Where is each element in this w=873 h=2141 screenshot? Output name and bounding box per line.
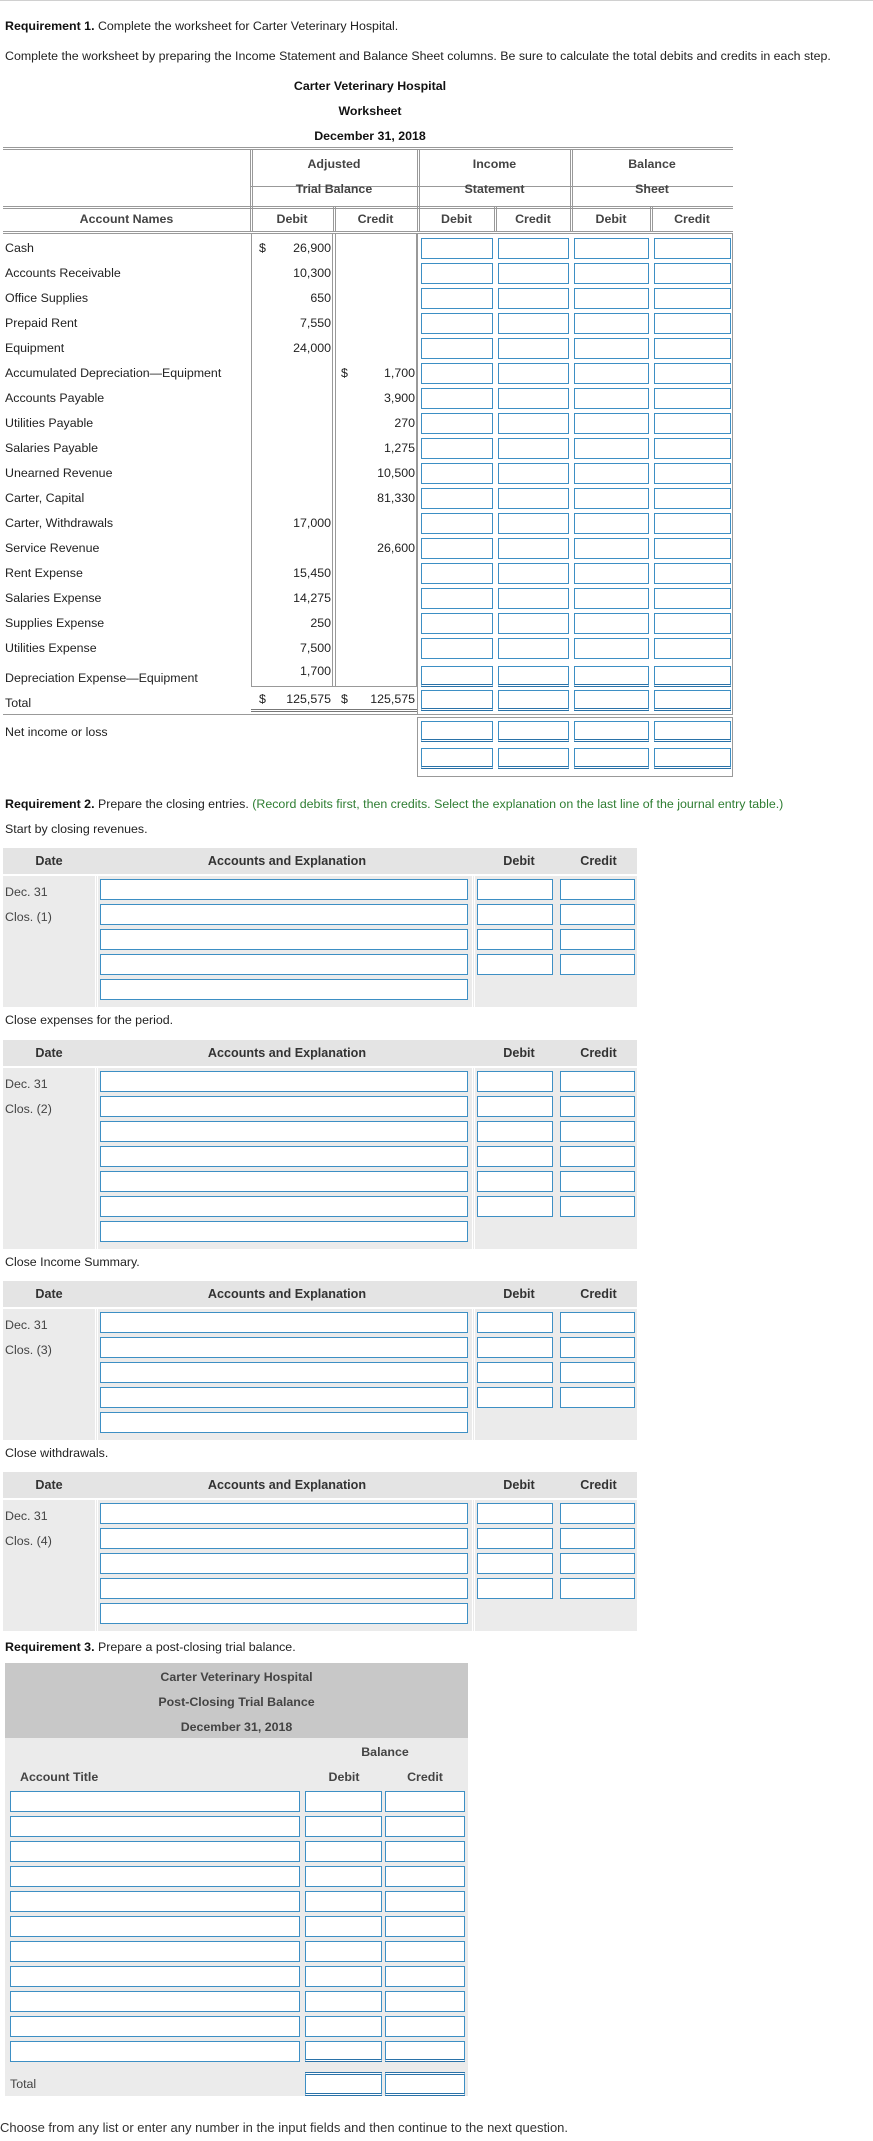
ws-row-account: Carter, Withdrawals xyxy=(5,516,114,530)
journal-debit-input[interactable] xyxy=(477,1096,553,1117)
journal-debit-input[interactable] xyxy=(477,1312,553,1333)
ws-row-atb-credit: 10,500 xyxy=(377,466,415,480)
journal-credit-input[interactable] xyxy=(560,1362,635,1383)
journal-account-input[interactable] xyxy=(100,904,468,925)
ws-row-account: Accounts Receivable xyxy=(5,266,121,280)
ws-row-atb-debit: 17,000 xyxy=(293,516,331,530)
ws-row-atb-debit: 24,000 xyxy=(293,341,331,355)
ws-row-account: Utilities Expense xyxy=(5,641,97,655)
ws-net-income-label: Net income or loss xyxy=(5,725,108,739)
journal-account-input[interactable] xyxy=(100,1503,468,1524)
pc-account-input[interactable] xyxy=(10,2016,300,2037)
journal-debit-input[interactable] xyxy=(477,1578,553,1599)
pc-debit-input[interactable] xyxy=(305,1916,382,1937)
journal-account-input[interactable] xyxy=(100,954,468,975)
pc-col-debit: Debit xyxy=(328,1770,360,1784)
journal-date: Dec. 31 xyxy=(5,1318,48,1332)
ws-group-divider xyxy=(250,150,253,207)
ws-col-isd: Debit xyxy=(441,212,472,226)
journal-debit-input[interactable] xyxy=(477,1071,553,1092)
journal-account-input[interactable] xyxy=(100,1096,468,1117)
worksheet-date: December 31, 2018 xyxy=(314,129,426,143)
ws-total-double-rule xyxy=(251,709,417,712)
journal-credit-input[interactable] xyxy=(560,1503,635,1524)
ws-row-atb-credit: 1,275 xyxy=(383,441,415,455)
ws-col-divider xyxy=(494,207,497,232)
pc-col-credit: Credit xyxy=(407,1770,443,1784)
journal-col-date: Date xyxy=(35,854,63,868)
pc-title: Post-Closing Trial Balance xyxy=(158,1695,315,1709)
journal-col-date: Date xyxy=(35,1287,63,1301)
closing-intro-3: Close Income Summary. xyxy=(5,1255,140,1269)
journal-col-credit: Credit xyxy=(580,1287,617,1301)
pc-debit-input[interactable] xyxy=(305,1841,382,1862)
journal-col-accounts: Accounts and Explanation xyxy=(207,1287,367,1301)
journal-credit-input[interactable] xyxy=(560,1578,635,1599)
ws-row-atb-credit: 1,700 xyxy=(383,366,415,380)
req2-note: (Record debits first, then credits. Select the explanation on the last line of the journal entry table.) xyxy=(252,797,784,811)
ws-dollar-sign: $ xyxy=(259,241,266,255)
ws-col-divider xyxy=(417,207,420,232)
pc-debit-input[interactable] xyxy=(305,1791,382,1812)
pc-col-account: Account Title xyxy=(20,1770,99,1784)
footer-note: Choose from any list or enter any number in the input fields and then continue to the next question. xyxy=(0,2120,569,2135)
ws-col-isc: Credit xyxy=(515,212,551,226)
journal-credit-input[interactable] xyxy=(560,1337,635,1358)
ws-row-account: Equipment xyxy=(5,341,65,355)
ws-col-divider xyxy=(650,207,653,232)
pc-debit-input[interactable] xyxy=(305,2041,382,2062)
ws-col-atbc: Credit xyxy=(357,212,394,226)
ws-row-account: Utilities Payable xyxy=(5,416,94,430)
ws-row-account: Cash xyxy=(5,241,34,255)
req1-instruction: Complete the worksheet by preparing the Income Statement and Balance Sheet columns. Be sure to calculate the total debits and credits in each step. xyxy=(5,49,831,63)
journal-account-input[interactable] xyxy=(100,1578,468,1599)
ws-dollar-sign: $ xyxy=(259,692,266,706)
journal-header xyxy=(3,1040,637,1066)
ws-header-rule xyxy=(3,206,733,209)
journal-credit-input[interactable] xyxy=(560,1096,635,1117)
journal-account-input[interactable] xyxy=(100,1387,468,1408)
journal-col-date: Date xyxy=(35,1046,63,1060)
journal-col-credit: Credit xyxy=(580,854,617,868)
pc-credit-input[interactable] xyxy=(385,1991,465,2012)
pc-debit-input[interactable] xyxy=(305,1891,382,1912)
ws-row-atb-debit: 14,275 xyxy=(293,591,331,605)
closing-intro-1: Start by closing revenues. xyxy=(5,822,148,836)
ws-col-divider xyxy=(570,207,573,232)
ws-col-bsd: Debit xyxy=(595,212,627,226)
journal-debit-input[interactable] xyxy=(477,1121,553,1142)
ws-col-atbd: Debit xyxy=(276,212,308,226)
req1-label: Requirement 1. xyxy=(5,19,95,33)
journal-account-input[interactable] xyxy=(100,1221,468,1242)
pc-debit-input[interactable] xyxy=(305,1816,382,1837)
ws-netincome-box xyxy=(417,717,733,777)
journal-account-input[interactable] xyxy=(100,1121,468,1142)
pc-account-input[interactable] xyxy=(10,1941,300,1962)
journal-credit-input[interactable] xyxy=(560,1553,635,1574)
ws-total-rule xyxy=(251,686,417,687)
journal-date: Dec. 31 xyxy=(5,1077,48,1091)
journal-credit-input[interactable] xyxy=(560,1196,635,1217)
ws-row-atb-debit: 15,450 xyxy=(293,566,331,580)
journal-debit-input[interactable] xyxy=(477,1196,553,1217)
ws-row-account: Rent Expense xyxy=(5,566,83,580)
req3-text: Prepare a post-closing trial balance. xyxy=(97,1640,296,1654)
ws-row-account: Depreciation Expense—Equipment xyxy=(5,671,198,685)
ws-input-box xyxy=(417,234,733,714)
pc-credit-input[interactable] xyxy=(385,1966,465,1987)
journal-divider xyxy=(472,876,475,1007)
journal-account-input[interactable] xyxy=(100,1337,468,1358)
journal-account-input[interactable] xyxy=(100,1146,468,1167)
journal-divider xyxy=(95,876,98,1007)
ws-bottom-rule xyxy=(3,714,733,715)
journal-debit-input[interactable] xyxy=(477,1553,553,1574)
pc-credit-input[interactable] xyxy=(385,2041,465,2062)
pc-account-input[interactable] xyxy=(10,2041,300,2062)
req1-text: Complete the worksheet for Carter Veterinary Hospital. xyxy=(97,19,399,33)
journal-divider xyxy=(95,1309,98,1440)
journal-account-input[interactable] xyxy=(100,1196,468,1217)
ws-dollar-sign: $ xyxy=(341,366,348,380)
pc-account-input[interactable] xyxy=(10,1791,300,1812)
ws-row-account: Accumulated Depreciation—Equipment xyxy=(5,366,222,380)
pc-company: Carter Veterinary Hospital xyxy=(160,1670,313,1684)
req1-heading xyxy=(5,19,398,33)
ws-row-atb-credit: 270 xyxy=(394,416,415,430)
journal-col-date: Date xyxy=(35,1478,63,1492)
journal-debit-input[interactable] xyxy=(477,929,553,950)
journal-credit-input[interactable] xyxy=(560,929,635,950)
journal-debit-input[interactable] xyxy=(477,954,553,975)
ws-col-divider xyxy=(250,207,253,232)
pc-credit-input[interactable] xyxy=(385,1941,465,1962)
pc-debit-input[interactable] xyxy=(305,1966,382,1987)
pc-account-input[interactable] xyxy=(10,1816,300,1837)
journal-credit-input[interactable] xyxy=(560,954,635,975)
ws-col-divider xyxy=(333,207,336,232)
journal-credit-input[interactable] xyxy=(560,1146,635,1167)
ws-row-account: Supplies Expense xyxy=(5,616,105,630)
pc-total-credit-input[interactable] xyxy=(385,2072,465,2096)
journal-divider xyxy=(95,1068,98,1249)
journal-credit-input[interactable] xyxy=(560,1312,635,1333)
journal-ref: Clos. (2) xyxy=(5,1102,52,1116)
ws-atb-header-2: Trial Balance xyxy=(295,182,373,196)
pc-total-label: Total xyxy=(10,2077,37,2091)
ws-atb-credit-box xyxy=(335,234,417,686)
journal-col-debit: Debit xyxy=(503,1287,535,1301)
pc-account-input[interactable] xyxy=(10,1966,300,1987)
closing-intro-2: Close expenses for the period. xyxy=(5,1013,174,1027)
journal-col-accounts: Accounts and Explanation xyxy=(207,854,367,868)
journal-account-input[interactable] xyxy=(100,1071,468,1092)
journal-account-input[interactable] xyxy=(100,1362,468,1383)
req2-text: Prepare the closing entries. xyxy=(97,797,249,811)
pc-date: December 31, 2018 xyxy=(180,1720,293,1734)
pc-account-input[interactable] xyxy=(10,1866,300,1887)
pc-debit-input[interactable] xyxy=(305,1991,382,2012)
journal-account-input[interactable] xyxy=(100,1412,468,1433)
pc-credit-input[interactable] xyxy=(385,1916,465,1937)
journal-ref: Clos. (4) xyxy=(5,1534,52,1548)
journal-credit-input[interactable] xyxy=(560,879,635,900)
journal-debit-input[interactable] xyxy=(477,904,553,925)
journal-col-debit: Debit xyxy=(503,1478,535,1492)
ws-row-account: Office Supplies xyxy=(5,291,89,305)
ws-is-header-1: Income xyxy=(472,157,517,171)
journal-account-input[interactable] xyxy=(100,1528,468,1549)
journal-account-input[interactable] xyxy=(100,979,468,1000)
journal-divider xyxy=(472,1068,475,1249)
journal-account-input[interactable] xyxy=(100,879,468,900)
ws-row-account: Salaries Expense xyxy=(5,591,102,605)
journal-col-credit: Credit xyxy=(580,1478,617,1492)
pc-account-input[interactable] xyxy=(10,1916,300,1937)
journal-debit-input[interactable] xyxy=(477,1528,553,1549)
req3-label: Requirement 3. xyxy=(5,1640,95,1654)
ws-row-atb-credit: 3,900 xyxy=(383,391,415,405)
ws-row-account: Salaries Payable xyxy=(5,441,98,455)
journal-col-accounts: Accounts and Explanation xyxy=(207,1046,367,1060)
req2-label: Requirement 2. xyxy=(5,797,95,811)
pc-total-debit-input[interactable] xyxy=(305,2072,382,2096)
journal-ref: Clos. (3) xyxy=(5,1343,52,1357)
pc-debit-input[interactable] xyxy=(305,2016,382,2037)
pc-debit-input[interactable] xyxy=(305,1866,382,1887)
pc-credit-input[interactable] xyxy=(385,1866,465,1887)
req3-heading xyxy=(5,1640,296,1654)
journal-divider xyxy=(472,1309,475,1440)
pc-credit-input[interactable] xyxy=(385,1791,465,1812)
pc-account-input[interactable] xyxy=(10,1891,300,1912)
ws-row-atb-debit: 650 xyxy=(310,291,331,305)
closing-intro-4: Close withdrawals. xyxy=(5,1446,109,1460)
journal-account-input[interactable] xyxy=(100,929,468,950)
req2-heading xyxy=(5,797,783,811)
ws-group-divider xyxy=(417,150,420,207)
pc-credit-input[interactable] xyxy=(385,1841,465,1862)
journal-credit-input[interactable] xyxy=(560,1121,635,1142)
ws-row-atb-debit: 7,550 xyxy=(299,316,331,330)
ws-row-atb-debit: 250 xyxy=(310,616,331,630)
ws-top-rule xyxy=(3,147,733,150)
ws-total-label: Total xyxy=(5,696,32,710)
journal-account-input[interactable] xyxy=(100,1171,468,1192)
top-border xyxy=(0,0,873,1)
ws-total-credit: 125,575 xyxy=(370,692,415,706)
journal-debit-input[interactable] xyxy=(477,1387,553,1408)
journal-debit-input[interactable] xyxy=(477,1503,553,1524)
journal-credit-input[interactable] xyxy=(560,1171,635,1192)
journal-credit-input[interactable] xyxy=(560,1387,635,1408)
ws-row-atb-debit: 10,300 xyxy=(293,266,331,280)
journal-col-debit: Debit xyxy=(503,854,535,868)
ws-col-bsc: Credit xyxy=(674,212,710,226)
journal-credit-input[interactable] xyxy=(560,1528,635,1549)
pc-balance-header: Balance xyxy=(361,1745,409,1759)
journal-debit-input[interactable] xyxy=(477,1171,553,1192)
ws-atb-header-1: Adjusted xyxy=(307,157,361,171)
journal-divider xyxy=(95,1500,98,1631)
worksheet-title: Worksheet xyxy=(338,104,402,118)
pc-credit-input[interactable] xyxy=(385,1891,465,1912)
ws-total-debit: 125,575 xyxy=(286,692,331,706)
journal-debit-input[interactable] xyxy=(477,1146,553,1167)
journal-account-input[interactable] xyxy=(100,1603,468,1624)
ws-row-account: Carter, Capital xyxy=(5,491,85,505)
journal-account-input[interactable] xyxy=(100,1312,468,1333)
ws-group-divider xyxy=(570,150,573,207)
journal-account-input[interactable] xyxy=(100,1553,468,1574)
ws-row-atb-credit: 81,330 xyxy=(377,491,415,505)
journal-col-debit: Debit xyxy=(503,1046,535,1060)
journal-debit-input[interactable] xyxy=(477,1362,553,1383)
journal-header xyxy=(3,1281,637,1307)
journal-ref: Clos. (1) xyxy=(5,910,52,924)
journal-credit-input[interactable] xyxy=(560,904,635,925)
ws-row-atb-debit: 7,500 xyxy=(299,641,331,655)
ws-row-atb-credit: 26,600 xyxy=(377,541,415,555)
journal-header xyxy=(3,1472,637,1498)
journal-divider xyxy=(472,1500,475,1631)
ws-is-header-2: Statement xyxy=(464,182,525,196)
pc-account-input[interactable] xyxy=(10,1841,300,1862)
ws-dollar-sign: $ xyxy=(341,692,348,706)
journal-col-accounts: Accounts and Explanation xyxy=(207,1478,367,1492)
ws-row-atb-debit: 26,900 xyxy=(293,241,331,255)
pc-account-input[interactable] xyxy=(10,1991,300,2012)
journal-col-credit: Credit xyxy=(580,1046,617,1060)
journal-date: Dec. 31 xyxy=(5,1509,48,1523)
ws-col-account: Account Names xyxy=(79,212,174,226)
journal-debit-input[interactable] xyxy=(477,1337,553,1358)
ws-row-atb-debit: 1,700 xyxy=(299,664,331,678)
ws-row-account: Unearned Revenue xyxy=(5,466,113,480)
ws-row-account: Prepaid Rent xyxy=(5,316,78,330)
ws-row-account: Service Revenue xyxy=(5,541,100,555)
journal-header xyxy=(3,848,637,874)
journal-date: Dec. 31 xyxy=(5,885,48,899)
ws-bs-header-2: Sheet xyxy=(635,182,669,196)
pc-credit-input[interactable] xyxy=(385,1816,465,1837)
journal-debit-input[interactable] xyxy=(477,879,553,900)
ws-row-account: Accounts Payable xyxy=(5,391,105,405)
journal-credit-input[interactable] xyxy=(560,1071,635,1092)
pc-debit-input[interactable] xyxy=(305,1941,382,1962)
worksheet-company: Carter Veterinary Hospital xyxy=(293,79,447,93)
ws-bs-header-1: Balance xyxy=(628,157,676,171)
pc-credit-input[interactable] xyxy=(385,2016,465,2037)
